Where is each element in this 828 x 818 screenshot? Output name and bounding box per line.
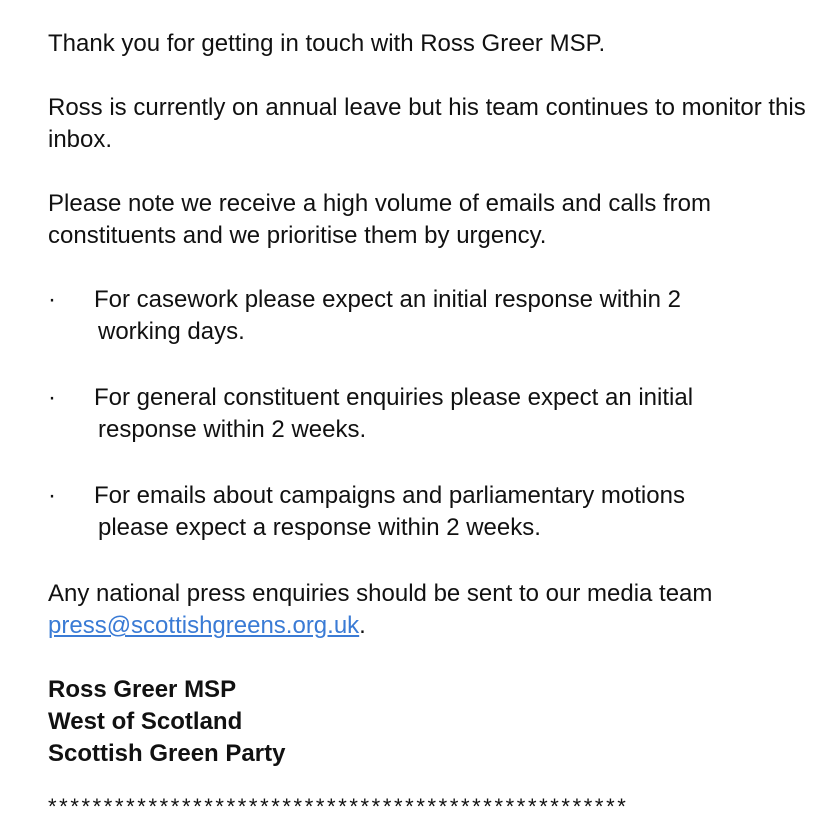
bullet-line-2: working days. — [98, 318, 245, 345]
bullet-campaigns — [48, 480, 818, 544]
bullet-marker: · — [48, 286, 56, 313]
volume-notice-text: Please note we receive a high volume of emails and calls from constituents and we prioritise them by urgency. — [48, 190, 711, 249]
signature-party: Scottish Green Party — [48, 740, 286, 767]
press-paragraph — [48, 578, 818, 642]
bullet-marker: · — [48, 384, 56, 411]
bullet-line-1: For emails about campaigns and parliamentary motions — [94, 482, 685, 509]
signature-name: Ross Greer MSP — [48, 676, 237, 703]
signature-block — [48, 674, 818, 770]
bullet-marker: · — [48, 482, 56, 509]
bullet-general-enquiries — [48, 382, 818, 446]
bullet-text — [94, 284, 818, 348]
bullet-line-2: please expect a response within 2 weeks. — [98, 514, 541, 541]
press-prefix-text: Any national press enquiries should be sent to our media team — [48, 580, 713, 607]
press-email-link[interactable]: press@scottishgreens.org.uk — [48, 612, 360, 639]
leave-notice-text: Ross is currently on annual leave but his team continues to monitor this inbox. — [48, 94, 806, 153]
bullet-text — [94, 382, 818, 446]
bullet-casework — [48, 284, 818, 348]
email-body — [48, 28, 818, 802]
press-suffix-text: . — [359, 612, 366, 639]
signature-region: West of Scotland — [48, 708, 243, 735]
bullet-line-1: For general constituent enquiries please expect an initial — [94, 384, 694, 411]
bullet-text — [94, 480, 818, 544]
greeting-text: Thank you for getting in touch with Ross Greer MSP. — [48, 30, 606, 57]
bullet-line-2: response within 2 weeks. — [98, 416, 367, 443]
bullet-line-1: For casework please expect an initial response within 2 — [94, 286, 681, 313]
asterisk-divider: **************************************************** — [48, 796, 629, 818]
